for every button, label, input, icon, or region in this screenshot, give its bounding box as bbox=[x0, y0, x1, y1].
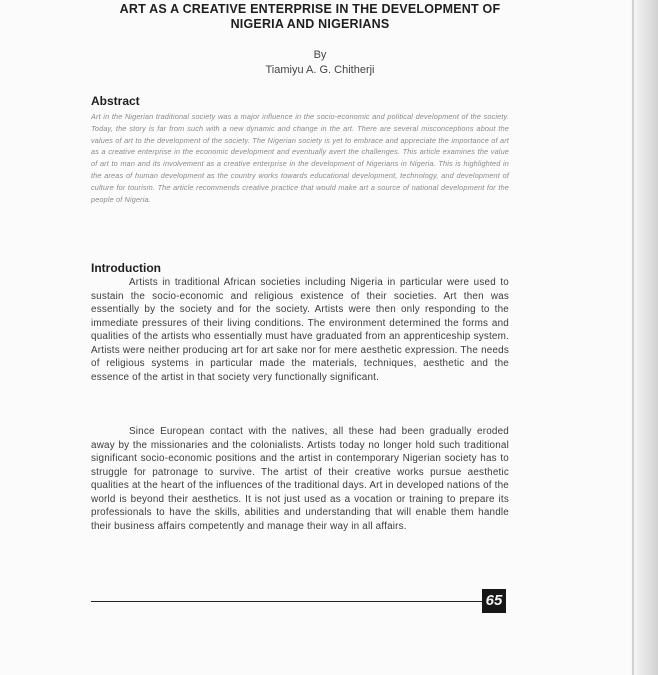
page-edge-shadow bbox=[630, 0, 658, 675]
abstract-heading: Abstract bbox=[91, 94, 140, 108]
introduction-heading: Introduction bbox=[91, 261, 161, 275]
byline-by: By bbox=[313, 49, 327, 61]
title-line-1: ART AS A CREATIVE ENTERPRISE IN THE DEVELOPMENT OF bbox=[119, 2, 501, 16]
title-line-2: NIGERIA AND NIGERIANS bbox=[230, 17, 390, 31]
intro-paragraph-1: Artists in traditional African societies including Nigeria in particular were used to sustain the socio-economic and religious existence of their societies. Art then was essentially by the society and for the society. Artists were then only responding to the immediate pressures of their living conditions. The environment determined the forms and qualities of the artists who essentially must have graduated from an apprenticeship system. Artists were neither producing art for art sake nor for mere aesthetic expression. The needs of religious systems in particular made the materials, techniques, aesthetic and the essence of the artist in that society very functionally significant. bbox=[91, 277, 509, 383]
page-edge-line bbox=[632, 0, 634, 675]
abstract-text: Art in the Nigerian traditional society was a major influence in the socio-economic and political development of the society. Today, the story is far from such with a new dynamic and change in the art. There are several misconceptions about the values of art to the development of the society. The Nigerian society is yet to embrace and appreciate the importance of art as a creative enterprise in the economic development and eventually avert the challenges. This article examines the value of art to man and its involvement as a creative enterprise in the development of Nigerians in Nigeria. This is highlighted in the areas of human development as the country works towards educational development, technology, and development of culture for tourism. The article recommends creative practice that would make art a source of national development for the people of Nigeria. bbox=[91, 112, 509, 204]
intro-paragraph-2: Since European contact with the natives, all these had been gradually eroded away by the missionaries and the colonialists. Artists today no longer hold such traditional significant socio-economic positions and the artist in contemporary Nigerian society has to struggle for patronage to survive. The artist of their creative works pursue aesthetic qualities at the heart of the influences of the traditional days. Art in developed nations of the world is beyond their aesthetics. It is not just used as a vocation or training to prepare its professionals to have the skills, abilities and understanding that will enable them handle their business affairs competently and manage their way in all affairs. bbox=[91, 426, 509, 532]
footer-rule bbox=[91, 601, 486, 602]
author-name: Tiamiyu A. G. Chitherji bbox=[265, 64, 375, 76]
page-number: 65 bbox=[482, 589, 506, 613]
